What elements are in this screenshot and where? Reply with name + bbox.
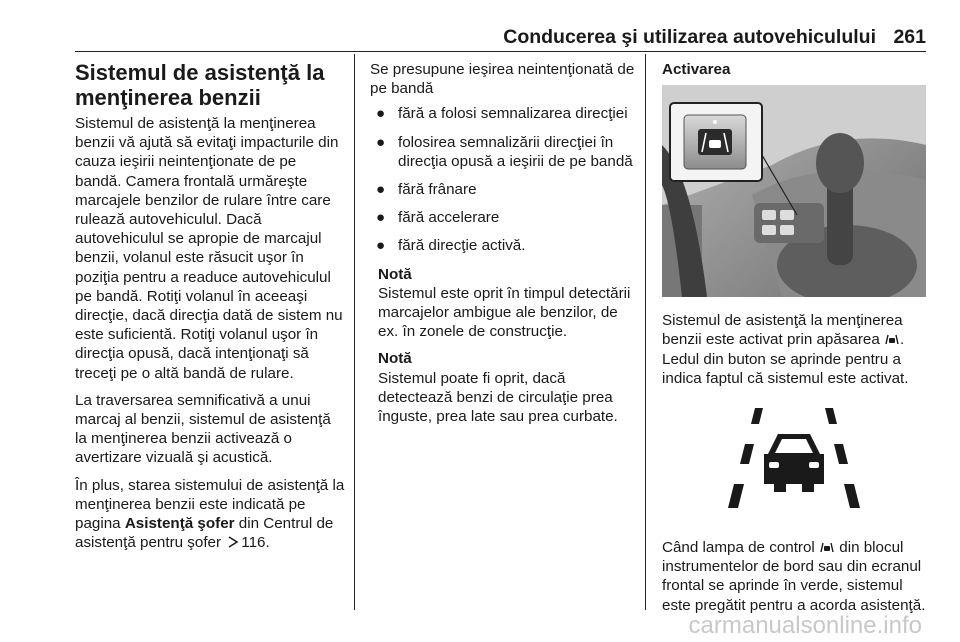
condition-list <box>370 104 638 255</box>
list-item: ● folosirea semnalizării direcţiei în direcţia opusă a ieşirii de pe bandă <box>376 133 633 170</box>
column-3 <box>662 60 934 623</box>
column-divider-1 <box>354 54 355 610</box>
activation-paragraph: Sistemul de asistenţă la menţinerea benzii este activat prin apăsarea . Ledul din buton se aprinde pentru a indica faptul că sistemul este activat. <box>662 312 909 387</box>
watermark: carmanualsonline.info <box>688 612 922 639</box>
status-text-2: din Centrul de asistenţă pentru şofer <box>75 515 334 552</box>
list-item: ● fără direcţie activă. <box>376 237 526 255</box>
column-divider-2 <box>645 54 646 610</box>
note-2 <box>370 349 638 426</box>
page-reference-link[interactable]: 116 <box>241 534 266 552</box>
driver-assist-page-label: Asistenţă şofer <box>124 515 235 533</box>
header-rule <box>75 51 926 52</box>
status-paragraph <box>75 476 345 553</box>
center-console-photo <box>662 85 926 297</box>
column-1 <box>75 60 345 560</box>
note-1-label: Notă <box>378 265 412 283</box>
page-reference-arrow-icon <box>225 534 241 551</box>
note-1-text: Sistemul este oprit în timpul detectării marcajelor ambigue ale benzilor, de ex. în zonele de construcţie. <box>378 284 631 341</box>
note-2-text: Sistemul poate fi oprit, dacă detectează benzi de circulaţie prea înguste, prea late sau prea curbate. <box>378 369 618 426</box>
section-title <box>75 60 345 110</box>
warning-paragraph: La traversarea semnificativă a unui marcaj al benzii, sistemul de asistenţă la menţinerea benzii activează o avertizare vizuală şi acustică. <box>75 391 331 467</box>
page-number: 261 <box>893 26 926 48</box>
intro-paragraph: Sistemul de asistenţă la menţinerea benzii vă ajută să evitaţi impacturile din cauza ieşirii neintenţionate de pe bandă. Camera frontală urmăreşte marcajele benzilor de rulare între care rulează autovehiculul. Dacă autovehiculul se apropie de marcajul benzii, volanul este răsucit uşor în poziţia pentru a readuce autovehiculul pe bandă. Rotiţi volanul în aceeaşi direcţie, dacă direcţia dată de sistem nu este suficientă. Rotiţi volanul uşor în direcţia opusă, dacă intenţionaţi să treceţi pe o altă bandă de rulare. <box>75 115 343 382</box>
control-lamp-paragraph: Când lampa de control din blocul instrumentelor de bord sau din ecranul frontal se aprinde în verde, sistemul este pregătit pentru a acorda asistenţă. <box>662 539 926 614</box>
list-item: ● fără accelerare <box>376 209 500 227</box>
list-item: ● fără a folosi semnalizarea direcţiei <box>376 105 628 123</box>
note-2-label: Notă <box>378 350 412 368</box>
status-text-1: În plus, starea sistemului de asistenţă la menţinerea benzii este indicată pe pagina <box>75 476 345 533</box>
column-2 <box>370 60 638 434</box>
activation-title: Activarea <box>662 61 731 78</box>
lane-keep-pictogram <box>662 396 926 526</box>
lane-keep-assist-icon <box>819 539 835 556</box>
section-title-line-1: Sistemul de asistenţă la <box>75 60 325 85</box>
section-title-line-2: menţinerea benzii <box>75 85 261 110</box>
unintended-departure-intro: Se presupune ieşirea neintenţionată de pe bandă <box>370 61 635 98</box>
note-1 <box>370 265 638 342</box>
status-text-end: . <box>265 534 270 552</box>
header-title: Conducerea şi utilizarea autovehiculului <box>503 26 876 48</box>
lane-keep-assist-icon <box>884 331 900 348</box>
list-item: ● fără frânare <box>376 181 477 199</box>
